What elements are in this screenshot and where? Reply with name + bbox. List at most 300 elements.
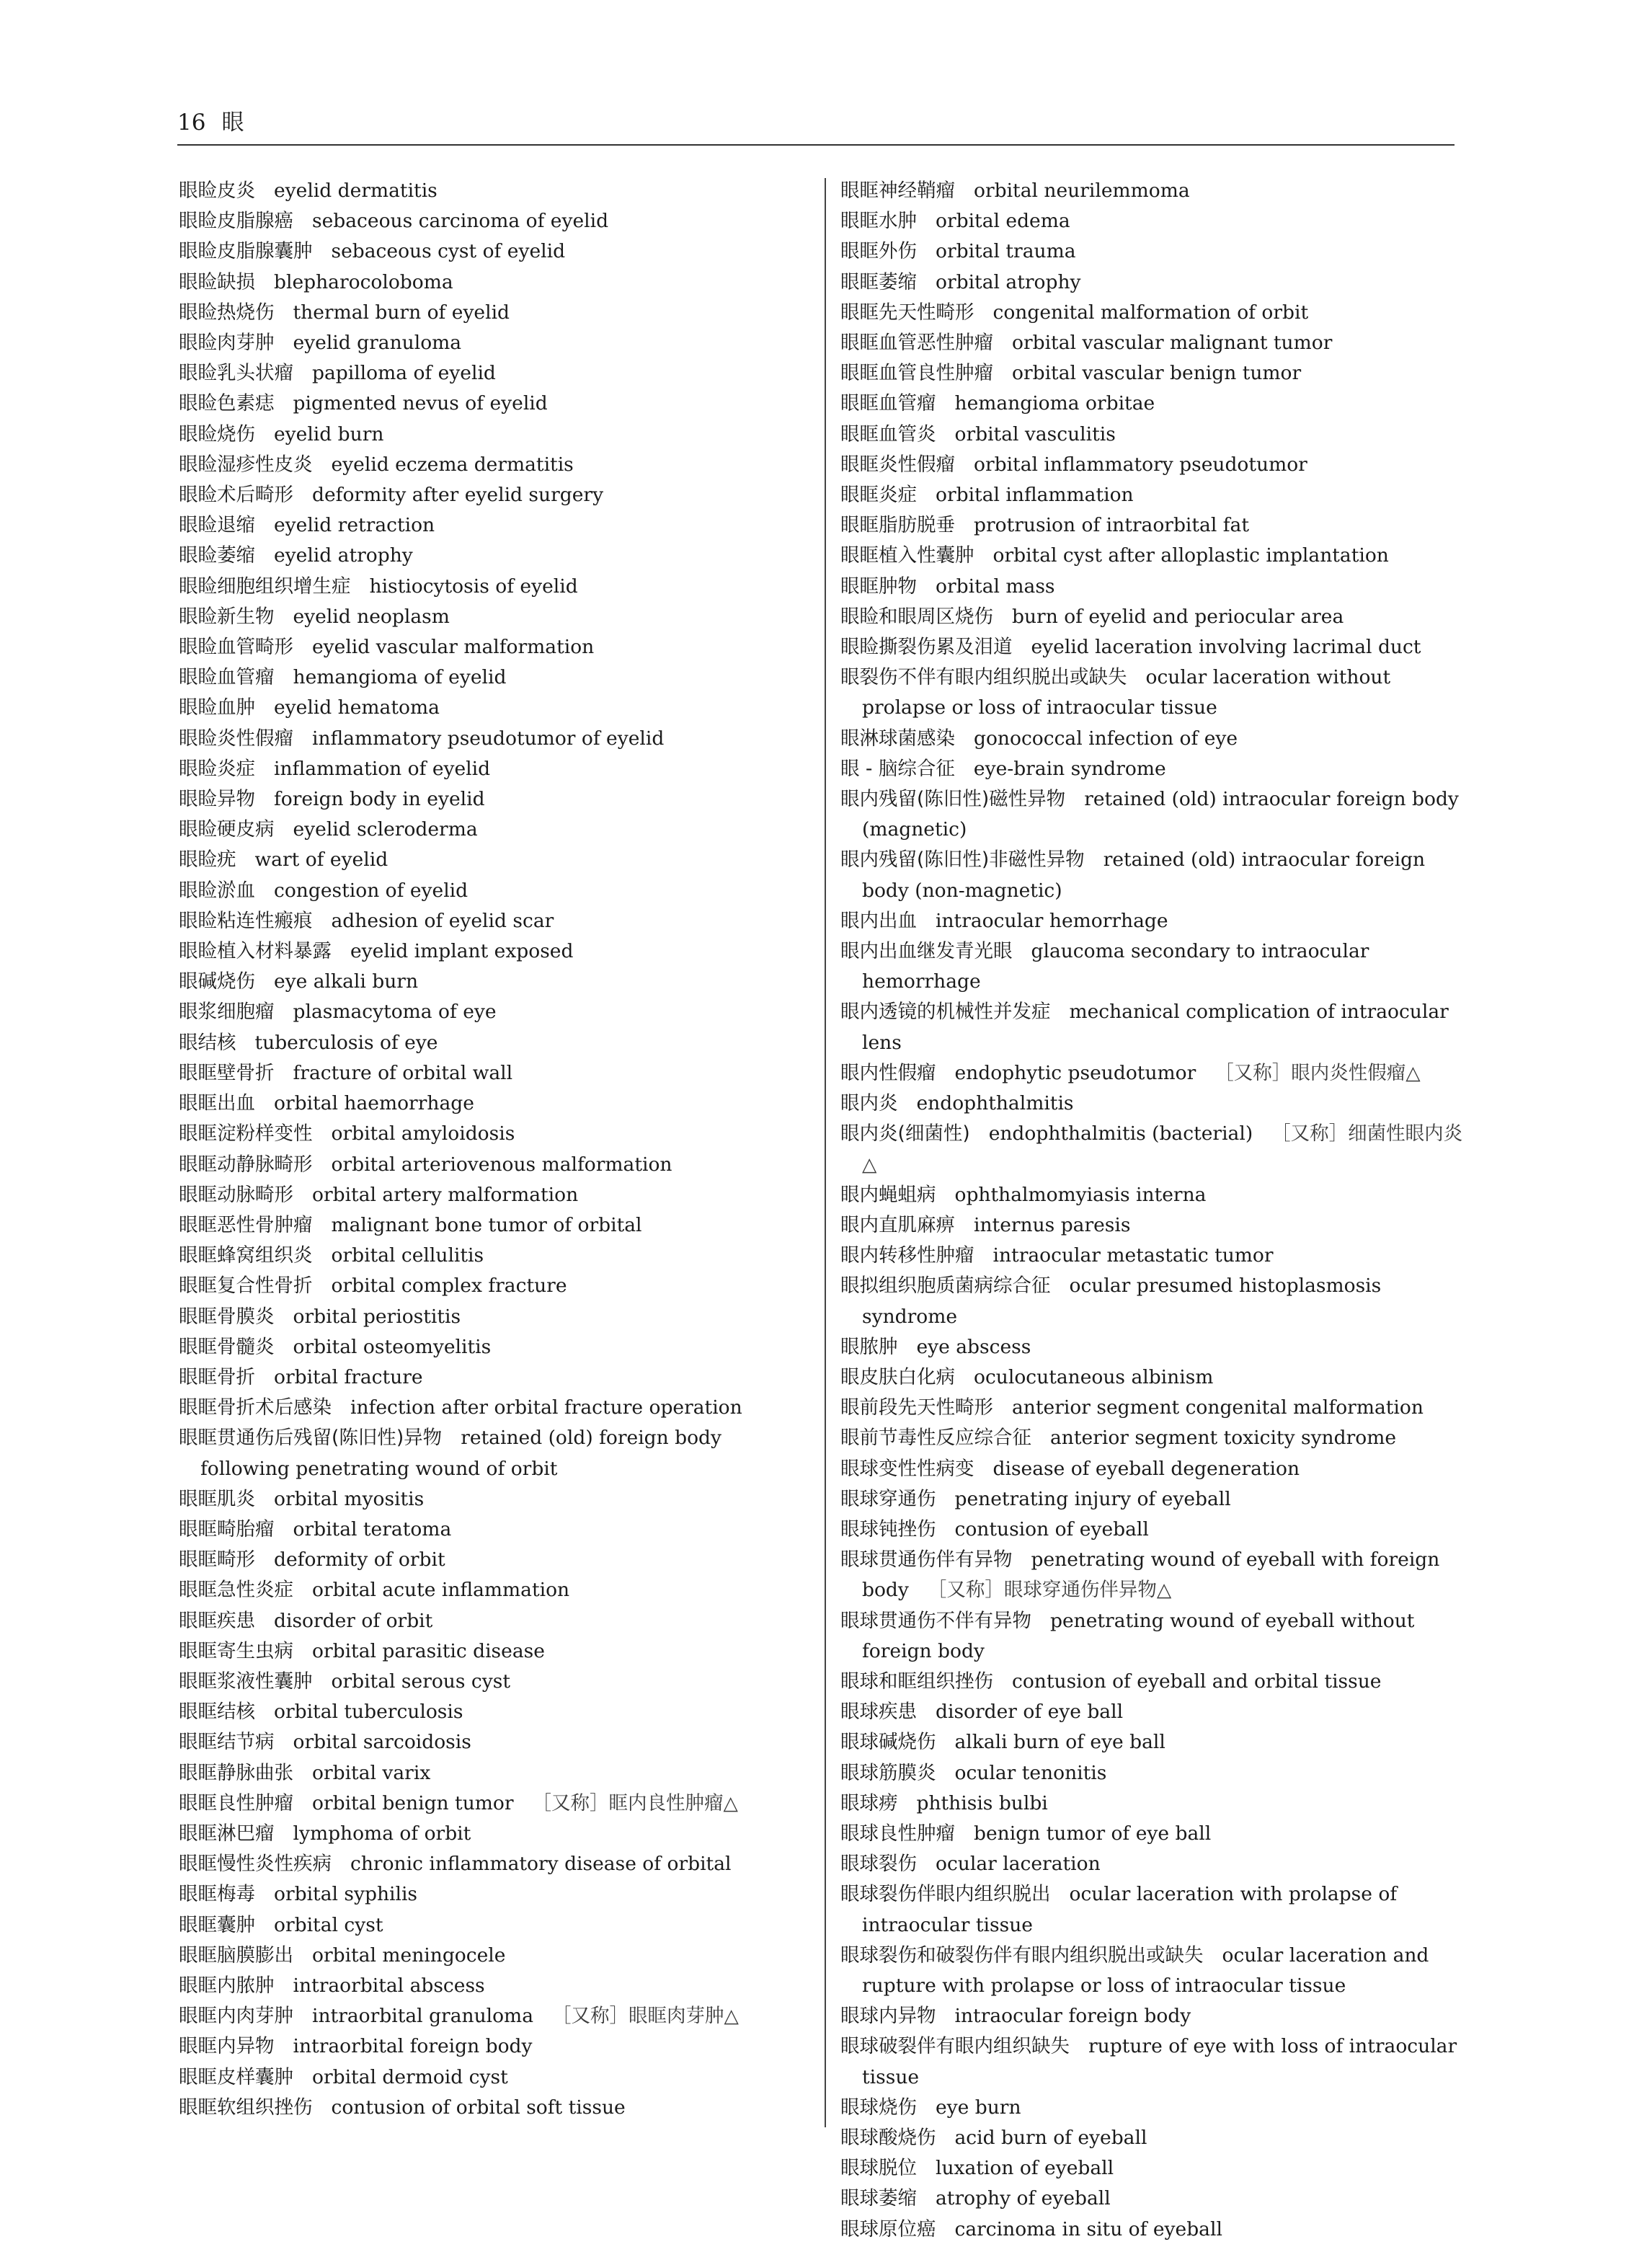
term-english: benign tumor of eye ball [974, 1822, 1212, 1845]
term-english: ocular presumed histoplasmosis syndrome [862, 1275, 1382, 1328]
header-rule [177, 144, 1455, 146]
glossary-entry [179, 693, 813, 723]
glossary-entry [840, 206, 1473, 236]
term-chinese: 眼内蝇蛆病 [840, 1183, 936, 1206]
term-english: pigmented nevus of eyelid [293, 392, 548, 415]
glossary-entry [179, 845, 813, 875]
glossary-entry [179, 1727, 813, 1758]
term-english: hemangioma of eyelid [293, 666, 507, 689]
term-chinese: 眼内残留(陈旧性)非磁性异物 [840, 848, 1085, 872]
term-english: adhesion of eyelid scar [331, 909, 554, 932]
term-english: protrusion of intraorbital fat [974, 514, 1249, 537]
term-chinese: 眼眶肌炎 [179, 1487, 255, 1510]
glossary-entry [179, 997, 813, 1027]
term-english: orbital cyst after alloplastic implantation [992, 544, 1389, 567]
term-english: oculocutaneous albinism [974, 1365, 1214, 1388]
term-english: orbital neurilemmoma [974, 179, 1190, 202]
term-english: orbital meningocele [312, 1943, 506, 1967]
term-chinese: 眼球和眶组织挫伤 [840, 1670, 993, 1693]
term-chinese: 眼眶良性肿瘤 [179, 1791, 293, 1814]
term-chinese: 眼睑异物 [179, 788, 255, 811]
term-chinese: 眼睑炎性假瘤 [179, 727, 293, 750]
glossary-entry [840, 389, 1473, 419]
term-english: deformity of orbit [274, 1548, 445, 1572]
glossary-entry [179, 236, 813, 267]
term-english: orbital sarcoidosis [293, 1731, 471, 1754]
glossary-entry [840, 1849, 1473, 1879]
glossary-entry [179, 176, 813, 206]
term-chinese: 眼眶血管良性肿瘤 [840, 362, 993, 385]
term-english: orbital syphilis [274, 1883, 418, 1906]
term-chinese: 眼球原位癌 [840, 2217, 936, 2240]
term-english: mechanical complication of intraocular lens [862, 1001, 1449, 1054]
term-english: acid burn of eyeball [954, 2127, 1147, 2149]
glossary-entry [179, 1362, 813, 1393]
term-chinese: 眼眶先天性畸形 [840, 301, 974, 324]
glossary-entry [179, 1028, 813, 1058]
glossary-entry [179, 1423, 813, 1484]
glossary-entry [179, 1575, 813, 1605]
glossary-entry [840, 936, 1473, 997]
term-english: eyelid vascular malformation [312, 636, 595, 659]
term-english: eyelid eczema dermatitis [331, 453, 574, 476]
term-chinese: 眼眶萎缩 [840, 270, 917, 293]
glossary-entry [840, 328, 1473, 358]
term-english: anterior segment toxicity syndrome [1050, 1427, 1397, 1450]
glossary-entry [840, 541, 1473, 571]
glossary-entry [179, 572, 813, 602]
term-english: endophthalmitis (bacterial) [988, 1122, 1253, 1145]
glossary-entry [179, 1058, 813, 1089]
term-english: retained (old) intraocular foreign body (magnetic) [862, 788, 1459, 841]
term-english: sebaceous carcinoma of eyelid [312, 210, 609, 233]
glossary-entry [179, 1849, 813, 1879]
glossary-entry [840, 906, 1473, 936]
term-english: rupture of eye with loss of intraocular tissue [862, 2035, 1457, 2088]
glossary-entry [840, 2123, 1473, 2153]
term-chinese: 眼睑色素痣 [179, 392, 275, 415]
glossary-entry [840, 298, 1473, 328]
glossary-entry [840, 1941, 1473, 2001]
term-english: orbital tuberculosis [274, 1701, 463, 1724]
term-chinese: 眼眶皮样囊肿 [179, 2065, 293, 2088]
term-chinese: 眼眶壁骨折 [179, 1061, 275, 1084]
glossary-entry [840, 1210, 1473, 1241]
term-english: intraorbital granuloma [312, 2005, 533, 2028]
term-chinese: 眼睑硬皮病 [179, 818, 275, 841]
term-chinese: 眼睑细胞组织增生症 [179, 575, 351, 598]
term-alias: ［又称］眼球穿通伤伴异物△ [927, 1579, 1172, 1602]
term-english: orbital mass [936, 575, 1055, 598]
glossary-entry [179, 1941, 813, 1971]
term-english: gonococcal infection of eye [974, 727, 1238, 750]
glossary-entry [840, 1727, 1473, 1758]
term-chinese: 眼眶动脉畸形 [179, 1183, 293, 1206]
term-english: intraocular hemorrhage [936, 909, 1168, 932]
term-chinese: 眼皮肤白化病 [840, 1365, 955, 1388]
term-chinese: 眼眶急性炎症 [179, 1579, 293, 1602]
glossary-entry [179, 1180, 813, 1210]
term-chinese: 眼眶囊肿 [179, 1913, 255, 1936]
term-english: tuberculosis of eye [254, 1031, 438, 1054]
term-english: congestion of eyelid [274, 879, 468, 902]
glossary-entry [179, 815, 813, 845]
term-chinese: 眼内性假瘤 [840, 1061, 936, 1084]
glossary-entry [840, 2031, 1473, 2092]
term-chinese: 眼前段先天性畸形 [840, 1396, 993, 1419]
glossary-entry [840, 1758, 1473, 1788]
term-english: burn of eyelid and periocular area [1012, 605, 1344, 628]
glossary-entry [179, 784, 813, 815]
term-chinese: 眼眶内脓肿 [179, 1974, 275, 1997]
term-chinese: 眼眶炎性假瘤 [840, 453, 955, 476]
term-english: eye burn [936, 2096, 1021, 2119]
term-english: ocular tenonitis [954, 1761, 1107, 1784]
glossary-entry [179, 724, 813, 754]
term-chinese: 眼球贯通伤伴有异物 [840, 1548, 1013, 1572]
term-chinese: 眼球筋膜炎 [840, 1761, 936, 1784]
term-english: disorder of orbit [274, 1609, 433, 1632]
term-chinese: 眼睑皮炎 [179, 179, 255, 202]
term-english: orbital osteomyelitis [293, 1335, 492, 1358]
term-chinese: 眼睑炎症 [179, 757, 255, 780]
glossary-entry [840, 2184, 1473, 2214]
term-chinese: 眼睑植入材料暴露 [179, 940, 332, 963]
term-english: internus paresis [974, 1213, 1131, 1236]
term-english: deformity after eyelid surgery [312, 484, 604, 507]
term-english: contusion of eyeball and orbital tissue [1012, 1670, 1382, 1693]
glossary-entry [179, 967, 813, 997]
term-english: eye abscess [916, 1335, 1031, 1358]
glossary-entry [179, 206, 813, 236]
term-english: disorder of eye ball [936, 1701, 1124, 1724]
term-alias: ［又称］眼内炎性假瘤△ [1214, 1061, 1421, 1084]
glossary-entry [840, 662, 1473, 723]
term-chinese: 眼内出血 [840, 909, 917, 932]
term-chinese: 眼球良性肿瘤 [840, 1822, 955, 1845]
term-english: atrophy of eyeball [936, 2187, 1111, 2210]
term-chinese: 眼球贯通伤不伴有异物 [840, 1609, 1031, 1632]
term-english: contusion of orbital soft tissue [331, 2096, 626, 2119]
term-english: eyelid laceration involving lacrimal duct [1031, 636, 1421, 659]
term-english: orbital serous cyst [331, 1670, 510, 1693]
term-english: orbital parasitic disease [312, 1639, 545, 1662]
term-chinese: 眼睑缺损 [179, 270, 255, 293]
glossary-entry [840, 1879, 1473, 1940]
term-chinese: 眼眶畸形 [179, 1548, 255, 1572]
glossary-entry [840, 1362, 1473, 1393]
term-chinese: 眼 - 脑综合征 [840, 757, 955, 780]
term-chinese: 眼结核 [179, 1031, 236, 1054]
term-english: lymphoma of orbit [293, 1822, 471, 1845]
term-chinese: 眼睑粘连性瘢痕 [179, 909, 313, 932]
glossary-entry [840, 1484, 1473, 1515]
glossary-entry [179, 450, 813, 480]
term-english: eye-brain syndrome [973, 757, 1166, 780]
glossary-entry [840, 1819, 1473, 1849]
term-english: orbital inflammatory pseudotumor [974, 453, 1307, 476]
term-chinese: 眼眶骨折术后感染 [179, 1396, 332, 1419]
term-english: ocular laceration [936, 1853, 1101, 1876]
term-chinese: 眼眶血管恶性肿瘤 [840, 332, 993, 355]
term-english: ocular laceration and rupture with prolapse or loss of intraocular tissue [862, 1943, 1429, 1997]
term-chinese: 眼球碱烧伤 [840, 1731, 936, 1754]
term-english: orbital amyloidosis [331, 1122, 515, 1145]
term-english: orbital atrophy [936, 270, 1081, 293]
term-chinese: 眼眶植入性囊肿 [840, 544, 974, 567]
term-chinese: 眼球烧伤 [840, 2096, 917, 2119]
term-chinese: 眼眶内肉芽肿 [179, 2005, 293, 2028]
glossary-entry [179, 1302, 813, 1332]
term-chinese: 眼眶水肿 [840, 210, 917, 233]
term-english: orbital complex fracture [331, 1275, 567, 1298]
term-english: malignant bone tumor of orbital [331, 1213, 642, 1236]
term-english: sebaceous cyst of eyelid [331, 240, 566, 263]
term-chinese: 眼脓肿 [840, 1335, 898, 1358]
term-english: orbital edema [936, 210, 1070, 233]
term-english: eye alkali burn [274, 970, 419, 993]
term-english: phthisis bulbi [916, 1791, 1048, 1814]
glossary-entry [179, 1515, 813, 1545]
term-chinese: 眼球酸烧伤 [840, 2127, 936, 2149]
term-chinese: 眼内转移性肿瘤 [840, 1244, 974, 1267]
term-chinese: 眼睑和眼周区烧伤 [840, 605, 993, 628]
glossary-entry [179, 1089, 813, 1119]
term-chinese: 眼眶骨折 [179, 1365, 255, 1388]
term-english: ocular laceration with prolapse of intraocular tissue [862, 1883, 1398, 1936]
glossary-entry [179, 1697, 813, 1727]
term-chinese: 眼球裂伤和破裂伤伴有眼内组织脱出或缺失 [840, 1943, 1204, 1967]
term-english: eyelid dermatitis [274, 179, 438, 202]
term-chinese: 眼碱烧伤 [179, 970, 255, 993]
term-english: endophthalmitis [916, 1092, 1074, 1115]
glossary-entry [179, 1332, 813, 1362]
glossary-entry [840, 845, 1473, 905]
term-english: anterior segment congenital malformation [1012, 1396, 1424, 1419]
term-chinese: 眼睑撕裂伤累及泪道 [840, 636, 1013, 659]
term-english: luxation of eyeball [936, 2157, 1114, 2180]
glossary-entry [179, 480, 813, 510]
term-chinese: 眼眶动静脉畸形 [179, 1153, 313, 1176]
glossary-entry [840, 2093, 1473, 2123]
term-chinese: 眼眶内异物 [179, 2035, 275, 2058]
term-english: infection after orbital fracture operation [350, 1396, 742, 1419]
term-chinese: 眼球痨 [840, 1791, 898, 1814]
glossary-entry [840, 1271, 1473, 1331]
term-chinese: 眼睑皮脂腺癌 [179, 210, 293, 233]
section-title: 眼 [221, 110, 244, 136]
term-english: foreign body in eyelid [274, 788, 485, 811]
glossary-entry [179, 906, 813, 936]
glossary-entry [179, 1210, 813, 1241]
term-chinese: 眼球钝挫伤 [840, 1517, 936, 1541]
glossary-entry [840, 602, 1473, 632]
glossary-entry [179, 328, 813, 358]
glossary-entry [840, 754, 1473, 784]
glossary-entry [840, 1180, 1473, 1210]
term-english: orbital varix [312, 1761, 431, 1784]
glossary-entry [179, 632, 813, 662]
term-chinese: 眼眶骨膜炎 [179, 1305, 275, 1328]
term-chinese: 眼球裂伤 [840, 1853, 917, 1876]
glossary-entry [840, 2153, 1473, 2184]
glossary-entry [179, 1636, 813, 1667]
glossary-entry [179, 1879, 813, 1910]
term-chinese: 眼拟组织胞质菌病综合征 [840, 1275, 1051, 1298]
term-alias: ［又称］眶内良性肿瘤△ [532, 1791, 738, 1814]
term-chinese: 眼前节毒性反应综合征 [840, 1427, 1031, 1450]
term-english: orbital acute inflammation [312, 1579, 570, 1602]
term-chinese: 眼眶畸胎瘤 [179, 1517, 275, 1541]
term-english: inflammation of eyelid [274, 757, 491, 780]
term-chinese: 眼睑血肿 [179, 696, 255, 719]
glossary-entry [179, 541, 813, 571]
glossary-entry [179, 2093, 813, 2123]
glossary-entry [179, 1971, 813, 2001]
term-english: thermal burn of eyelid [293, 301, 510, 324]
term-chinese: 眼睑新生物 [179, 605, 275, 628]
term-chinese: 眼内残留(陈旧性)磁性异物 [840, 788, 1066, 811]
glossary-entry [179, 2062, 813, 2093]
glossary-entry [179, 1758, 813, 1788]
glossary-entry [840, 1454, 1473, 1484]
term-chinese: 眼睑热烧伤 [179, 301, 275, 324]
glossary-entry [840, 358, 1473, 389]
term-chinese: 眼眶慢性炎性疾病 [179, 1853, 332, 1876]
right-column [840, 176, 1473, 2245]
glossary-entry [840, 420, 1473, 450]
glossary-entry [179, 1393, 813, 1423]
term-chinese: 眼眶寄生虫病 [179, 1639, 293, 1662]
term-english: inflammatory pseudotumor of eyelid [312, 727, 665, 750]
term-chinese: 眼内出血继发青光眼 [840, 940, 1013, 963]
glossary-entry [840, 1667, 1473, 1697]
term-english: retained (old) intraocular foreign body (non-magnetic) [862, 848, 1426, 902]
term-english: orbital myositis [274, 1487, 425, 1510]
term-chinese: 眼睑退缩 [179, 514, 255, 537]
term-english: orbital periostitis [293, 1305, 461, 1328]
term-english: wart of eyelid [254, 848, 388, 872]
glossary-entry [840, 1788, 1473, 1819]
glossary-entry [840, 997, 1473, 1058]
term-chinese: 眼眶结节病 [179, 1731, 275, 1754]
term-chinese: 眼眶梅毒 [179, 1883, 255, 1906]
term-chinese: 眼眶淀粉样变性 [179, 1122, 313, 1145]
glossary-entry [179, 754, 813, 784]
term-english: orbital artery malformation [312, 1183, 579, 1206]
glossary-entry [179, 358, 813, 389]
term-chinese: 眼睑血管瘤 [179, 666, 275, 689]
glossary-entry [179, 662, 813, 693]
term-chinese: 眼睑皮脂腺囊肿 [179, 240, 313, 263]
term-chinese: 眼球内异物 [840, 2005, 936, 2028]
term-chinese: 眼眶神经鞘瘤 [840, 179, 955, 202]
glossary-entry [179, 936, 813, 967]
term-chinese: 眼睑湿疹性皮炎 [179, 453, 313, 476]
page-number: 16 [177, 110, 206, 136]
term-english: histiocytosis of eyelid [369, 575, 578, 598]
term-english: penetrating wound of eyeball with foreign body [862, 1548, 1440, 1602]
term-english: ophthalmomyiasis interna [954, 1183, 1207, 1206]
term-english: glaucoma secondary to intraocular hemorrhage [862, 940, 1369, 993]
glossary-entry [840, 1697, 1473, 1727]
term-chinese: 眼眶软组织挫伤 [179, 2096, 313, 2119]
term-chinese: 眼眶出血 [179, 1092, 255, 1115]
term-chinese: 眼眶结核 [179, 1701, 255, 1724]
page-header [177, 108, 1455, 137]
glossary-entry [840, 1545, 1473, 1605]
glossary-entry [840, 176, 1473, 206]
glossary-entry [840, 1423, 1473, 1453]
term-english: fracture of orbital wall [293, 1061, 513, 1084]
term-chinese: 眼眶疾患 [179, 1609, 255, 1632]
term-alias: ［又称］细菌性眼内炎△ [862, 1122, 1463, 1176]
glossary-entry [179, 1545, 813, 1575]
term-english: chronic inflammatory disease of orbital [350, 1853, 732, 1876]
glossary-entry [840, 1058, 1473, 1089]
term-chinese: 眼球萎缩 [840, 2187, 917, 2210]
glossary-entry [840, 1606, 1473, 1667]
glossary-entry [179, 2031, 813, 2062]
term-english: orbital inflammation [936, 484, 1134, 507]
glossary-entry [840, 572, 1473, 602]
term-chinese: 眼睑淤血 [179, 879, 255, 902]
term-english: eyelid retraction [274, 514, 435, 537]
term-chinese: 眼淋球菌感染 [840, 727, 955, 750]
term-chinese: 眼眶血管瘤 [840, 392, 936, 415]
term-alias: ［又称］眼眶肉芽肿△ [552, 2005, 739, 2028]
term-chinese: 眼眶血管炎 [840, 422, 936, 446]
term-english: eyelid hematoma [274, 696, 440, 719]
term-english: orbital dermoid cyst [312, 2065, 508, 2088]
term-english: eyelid atrophy [274, 544, 413, 567]
term-english: eyelid implant exposed [350, 940, 574, 963]
term-chinese: 眼裂伤不伴有眼内组织脱出或缺失 [840, 666, 1127, 689]
term-english: eyelid scleroderma [293, 818, 478, 841]
glossary-entry [840, 1515, 1473, 1545]
glossary-entry [179, 1606, 813, 1636]
term-chinese: 眼眶脂肪脱垂 [840, 514, 955, 537]
term-english: penetrating injury of eyeball [954, 1487, 1231, 1510]
glossary-entry [840, 1089, 1473, 1119]
glossary-entry [179, 1271, 813, 1301]
term-chinese: 眼球脱位 [840, 2157, 917, 2180]
glossary-entry [840, 1119, 1473, 1179]
glossary-entry [179, 389, 813, 419]
term-chinese: 眼眶外伤 [840, 240, 917, 263]
term-english: papilloma of eyelid [312, 362, 496, 385]
term-chinese: 眼内炎(细菌性) [840, 1122, 970, 1145]
term-chinese: 眼睑疣 [179, 848, 236, 872]
glossary-entry [179, 1241, 813, 1271]
term-chinese: 眼睑术后畸形 [179, 484, 293, 507]
glossary-entry [840, 510, 1473, 541]
term-chinese: 眼眶脑膜膨出 [179, 1943, 293, 1967]
term-english: penetrating wound of eyeball without foreign body [862, 1609, 1415, 1662]
left-column [179, 176, 813, 2123]
glossary-entry [179, 1819, 813, 1849]
glossary-entry [840, 2215, 1473, 2245]
glossary-entry [840, 236, 1473, 267]
term-chinese: 眼内炎 [840, 1092, 898, 1115]
term-english: intraocular foreign body [954, 2005, 1191, 2028]
term-chinese: 眼球裂伤伴眼内组织脱出 [840, 1883, 1051, 1906]
glossary-entry [179, 1788, 813, 1819]
glossary-entry [179, 510, 813, 541]
term-chinese: 眼眶骨髓炎 [179, 1335, 275, 1358]
term-chinese: 眼眶肿物 [840, 575, 917, 598]
term-chinese: 眼球破裂伴有眼内组织缺失 [840, 2035, 1070, 2058]
